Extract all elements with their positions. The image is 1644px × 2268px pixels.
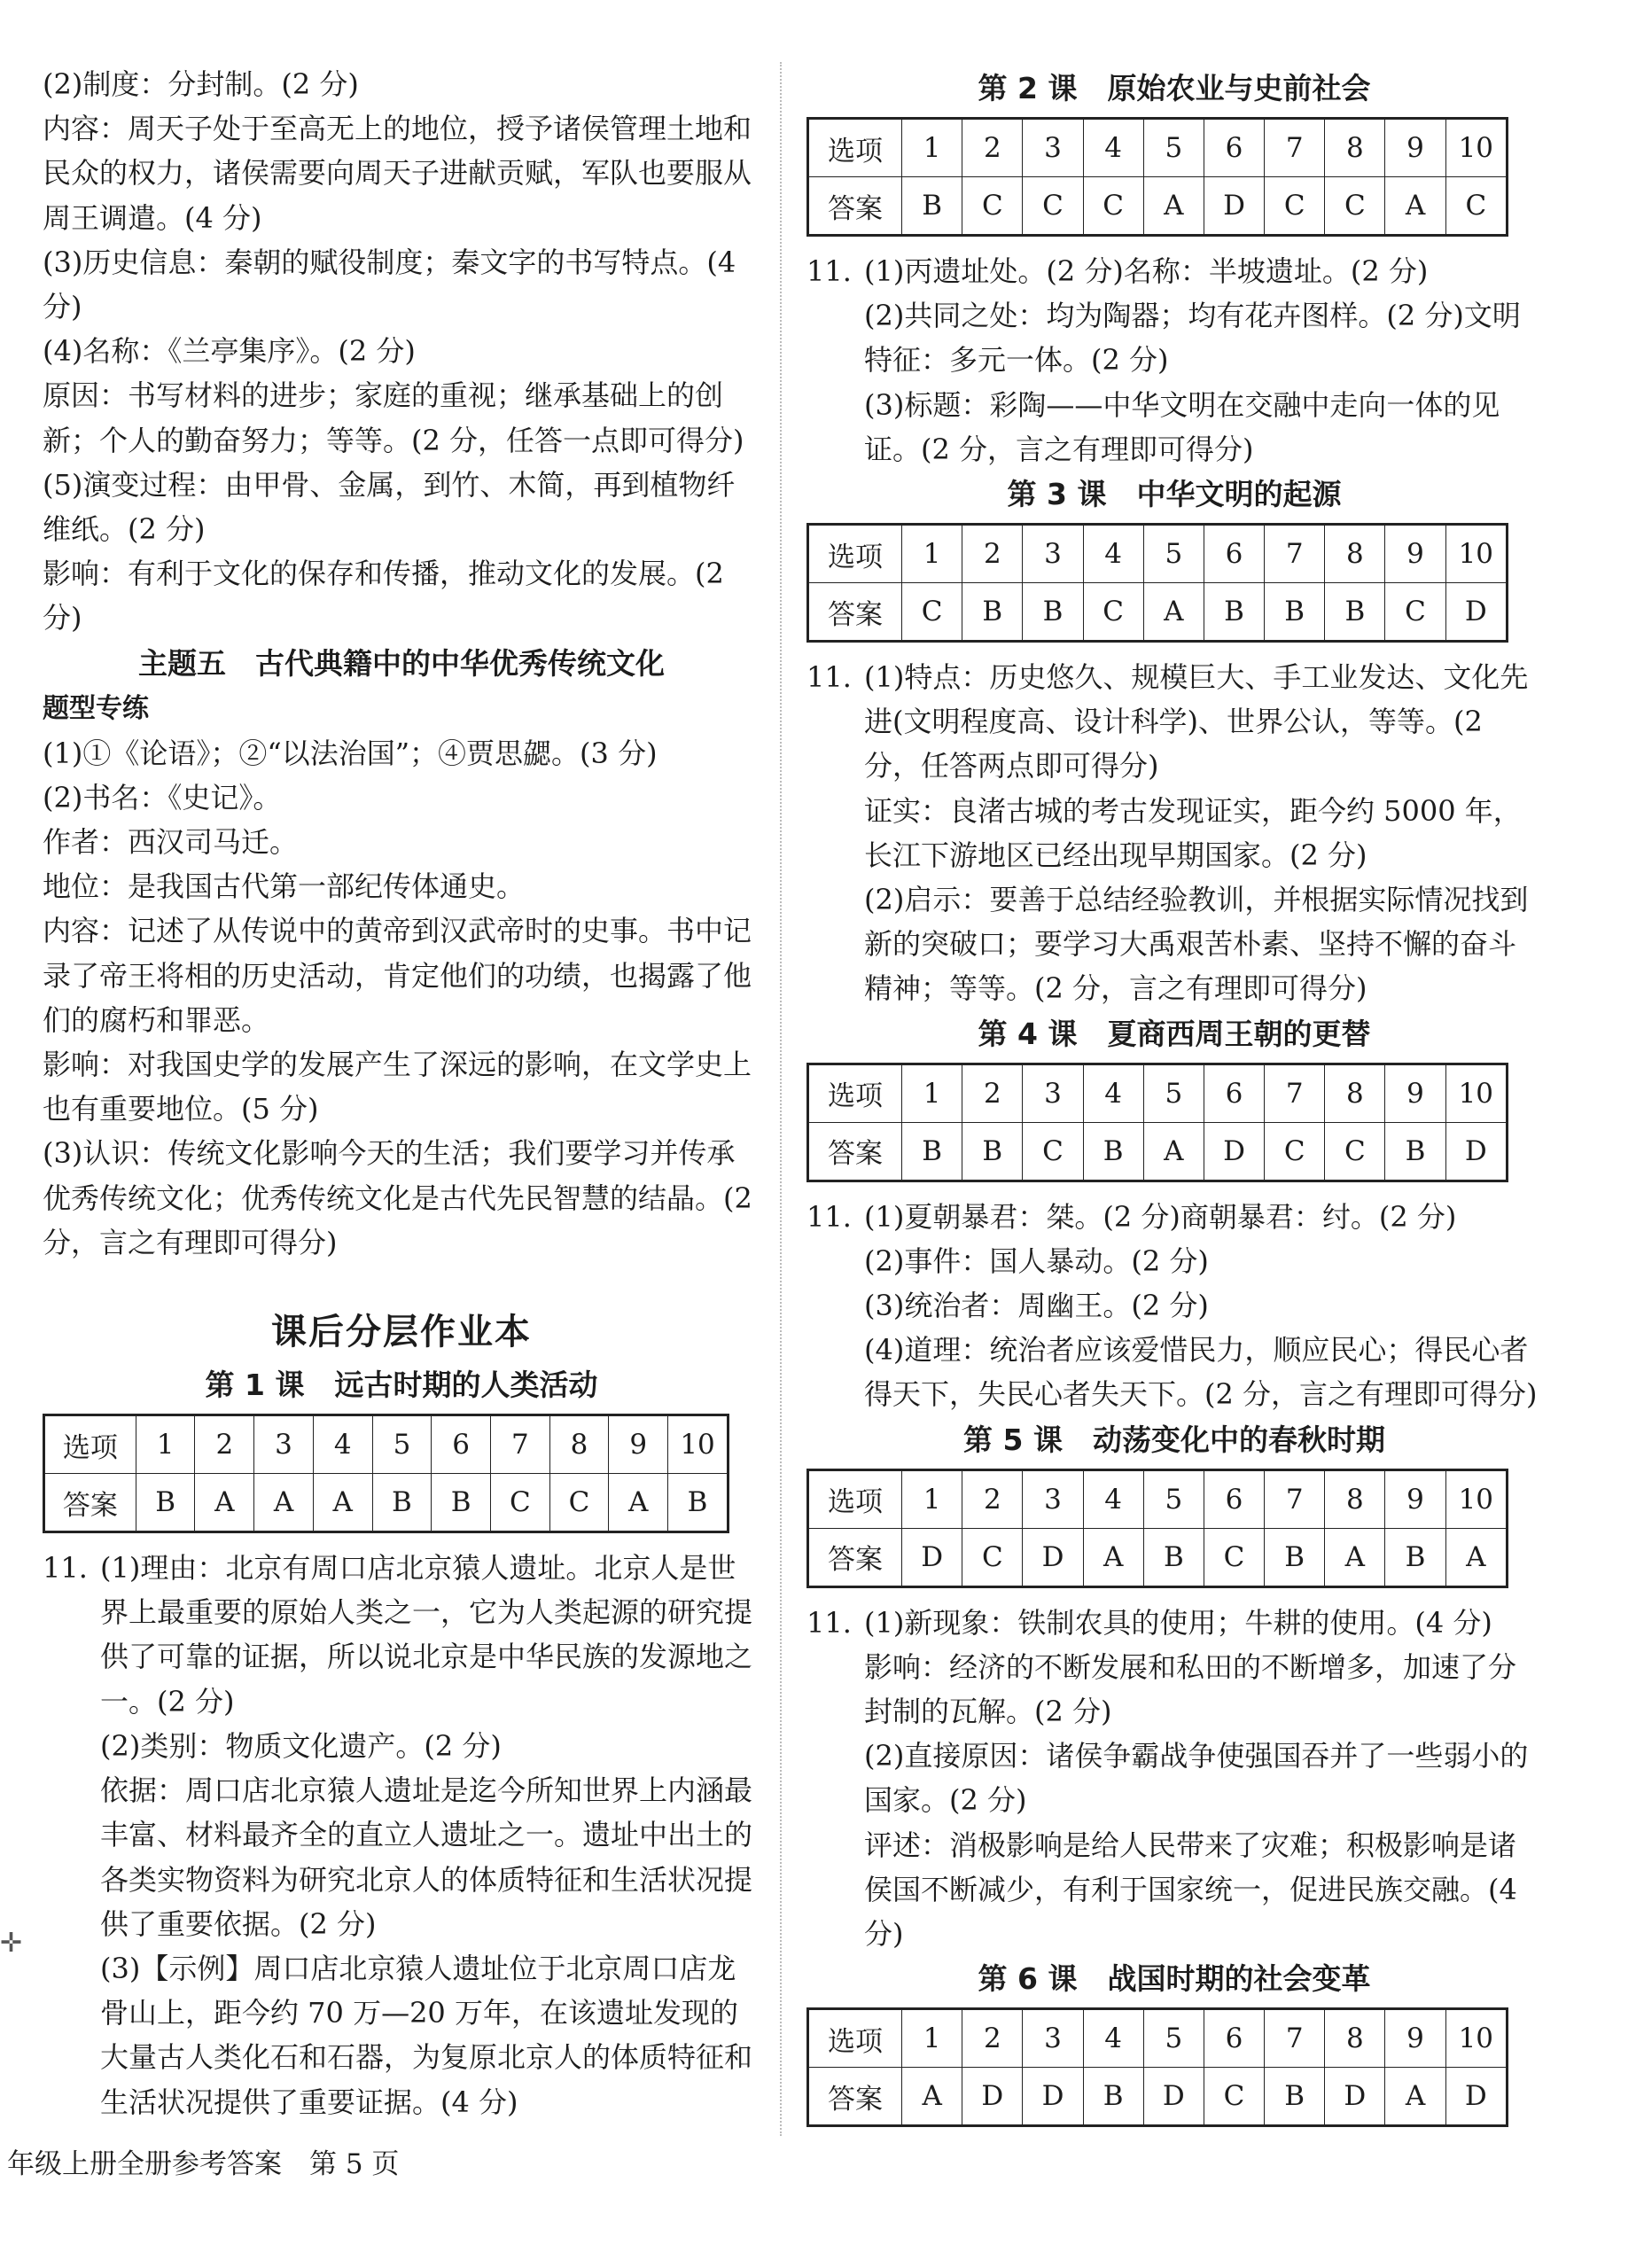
option-cell: 9 xyxy=(1385,1469,1445,1528)
option-cell: 2 xyxy=(962,119,1023,177)
option-cell: 1 xyxy=(902,2009,962,2068)
answer-table-lesson-3 xyxy=(806,523,1508,643)
option-cell: 1 xyxy=(902,525,962,583)
q11-line xyxy=(806,1195,1542,1239)
option-label: 选项 xyxy=(44,1415,136,1474)
q11-line: 影响：经济的不断发展和私田的不断增多，加速了分封制的瓦解。(2 分) xyxy=(864,1649,1517,1729)
answer-cell: C xyxy=(1445,177,1507,236)
q11-line: 依据：周口店北京猿人遗址是迄今所知世界上内涵最丰富、材料最齐全的直立人遗址之一。遗址中出土的各类实物资料为研究北京人的体质特征和生活状况提供了重要依据。(2 分) xyxy=(100,1773,753,1941)
theme-line: (1)①《论语》；②“以法治国”；④贾思勰。(3 分) xyxy=(43,736,658,770)
drill-title: 题型专练 xyxy=(43,692,149,724)
table-row-options xyxy=(808,1064,1508,1122)
option-cell: 3 xyxy=(1023,119,1083,177)
question-number: 11. xyxy=(806,660,852,695)
answer-cell: B xyxy=(1265,1528,1325,1586)
answer-cell: B xyxy=(962,583,1023,642)
answer-cell: D xyxy=(1023,2068,1083,2126)
q11-text: (1)特点：历史悠久、规模巨大、手工业发达、文化先进(文明程度高、设计科学)、世界公认，等等。(2 分，任答两点即可得分) xyxy=(864,660,1529,783)
option-cell: 6 xyxy=(1204,119,1264,177)
right-column xyxy=(806,66,1542,2139)
intro-line: (2)制度：分封制。(2 分) xyxy=(43,67,359,101)
lesson-name: 远古时期的人类活动 xyxy=(334,1368,598,1403)
theme-line: (2)书名：《史记》。 xyxy=(43,780,282,814)
option-cell: 4 xyxy=(1083,119,1143,177)
question-number: 11. xyxy=(806,1605,852,1640)
option-cell: 4 xyxy=(1083,1469,1143,1528)
option-cell: 4 xyxy=(1083,1064,1143,1122)
answer-cell: A xyxy=(1083,1528,1143,1586)
q11-line xyxy=(43,1546,760,1724)
intro-line: (5)演变过程：由甲骨、金属，到竹、木简，再到植物纤维纸。(2 分) xyxy=(43,467,736,547)
answer-cell: B xyxy=(962,1122,1023,1181)
answer-cell: B xyxy=(1385,1528,1445,1586)
answer-cell: B xyxy=(1083,2068,1143,2126)
answer-label: 答案 xyxy=(808,1122,902,1181)
answer-cell: C xyxy=(490,1474,549,1532)
answer-cell: D xyxy=(1445,1122,1507,1181)
lesson-number: 第 1 课 xyxy=(205,1368,305,1403)
option-cell: 7 xyxy=(1265,1469,1325,1528)
q11-line: (2)类别：物质文化遗产。(2 分) xyxy=(100,1728,502,1763)
option-cell: 7 xyxy=(1265,525,1325,583)
lesson-5-title xyxy=(806,1417,1542,1463)
lesson-1-title xyxy=(43,1362,760,1408)
q11-line xyxy=(806,655,1542,789)
option-cell: 6 xyxy=(1204,1469,1264,1528)
option-cell: 4 xyxy=(1083,2009,1143,2068)
option-cell: 7 xyxy=(1265,1064,1325,1122)
answer-cell: D xyxy=(1143,2068,1204,2126)
option-cell: 10 xyxy=(1445,119,1507,177)
q11-line: 证实：良渚古城的考古发现证实，距今约 5000 年，长江下游地区已经出现早期国家。(2 分) xyxy=(864,793,1522,872)
table-row-answers xyxy=(808,1122,1508,1181)
answer-cell: C xyxy=(1325,177,1385,236)
option-cell: 10 xyxy=(668,1415,729,1474)
answer-cell: A xyxy=(609,1474,668,1532)
theme-line: 地位：是我国古代第一部纪传体通史。 xyxy=(43,869,526,904)
answer-cell: C xyxy=(1023,1122,1083,1181)
option-cell: 3 xyxy=(1023,1064,1083,1122)
lesson-5-q11 xyxy=(806,1601,1542,1957)
answer-cell: D xyxy=(1204,1122,1264,1181)
answer-cell: A xyxy=(254,1474,314,1532)
answer-cell: C xyxy=(1265,1122,1325,1181)
option-cell: 3 xyxy=(1023,2009,1083,2068)
option-cell: 8 xyxy=(1325,1064,1385,1122)
lesson-number: 第 3 课 xyxy=(1007,477,1107,512)
left-column xyxy=(43,62,760,2124)
answer-cell: B xyxy=(1265,583,1325,642)
option-cell: 5 xyxy=(1143,525,1204,583)
option-cell: 1 xyxy=(902,1469,962,1528)
answer-cell: B xyxy=(1204,583,1264,642)
option-cell: 10 xyxy=(1445,1064,1507,1122)
theme-line: 作者：西汉司马迁。 xyxy=(43,825,299,860)
crop-mark-icon: ✛ xyxy=(0,1928,23,1959)
lesson-1-q11 xyxy=(43,1546,760,2124)
answer-cell: C xyxy=(549,1474,609,1532)
q11-line: (2)直接原因：诸侯争霸战争使强国吞并了一些弱小的国家。(2 分) xyxy=(864,1739,1529,1818)
answer-label: 答案 xyxy=(808,177,902,236)
q11-text: (1)丙遗址处。(2 分)名称：半坡遗址。(2 分) xyxy=(864,254,1429,288)
option-cell: 4 xyxy=(1083,525,1143,583)
intro-block xyxy=(43,62,760,641)
answer-cell: C xyxy=(1385,583,1445,642)
option-cell: 8 xyxy=(1325,119,1385,177)
option-cell: 2 xyxy=(195,1415,254,1474)
table-row-answers xyxy=(808,583,1508,642)
answer-cell: B xyxy=(136,1474,195,1532)
answer-cell: D xyxy=(1023,1528,1083,1586)
answer-cell: C xyxy=(1204,2068,1264,2126)
option-cell: 2 xyxy=(962,2009,1023,2068)
intro-line: 原因：书写材料的进步；家庭的重视；继承基础上的创新；个人的勤奋努力；等等。(2 分，任答一点即可得分) xyxy=(43,378,744,457)
q11-text: (1)夏朝暴君：桀。(2 分)商朝暴君：纣。(2 分) xyxy=(864,1199,1457,1234)
question-number: 11. xyxy=(806,254,852,288)
answer-cell: D xyxy=(1204,177,1264,236)
q11-text: (1)新现象：铁制农具的使用；牛耕的使用。(4 分) xyxy=(864,1605,1492,1640)
theme-line: 影响：对我国史学的发展产生了深远的影响，在文学史上也有重要地位。(5 分) xyxy=(43,1048,752,1126)
option-cell: 6 xyxy=(432,1415,491,1474)
option-cell: 6 xyxy=(1204,2009,1264,2068)
answer-cell: D xyxy=(1445,2068,1507,2126)
answer-cell: D xyxy=(1445,583,1507,642)
option-label: 选项 xyxy=(808,525,902,583)
option-cell: 4 xyxy=(313,1415,372,1474)
option-cell: 5 xyxy=(1143,119,1204,177)
q11-line: (3)标题：彩陶——中华文明在交融中走向一体的见证。(2 分，言之有理即可得分) xyxy=(864,387,1500,466)
theme-line: 内容：记述了从传说中的黄帝到汉武帝时的史事。书中记录了帝王将相的历史活动，肯定他们的功绩，也揭露了他们的腐朽和罪恶。 xyxy=(43,914,752,1037)
answer-cell: B xyxy=(1083,1122,1143,1181)
intro-line: 影响：有利于文化的保存和传播，推动文化的发展。(2 分) xyxy=(43,557,724,635)
answer-cell: A xyxy=(1385,2068,1445,2126)
q11-line xyxy=(806,1601,1542,1645)
answer-table-lesson-4 xyxy=(806,1063,1508,1182)
answer-cell: C xyxy=(1204,1528,1264,1586)
table-row-answers xyxy=(808,177,1508,236)
answer-table-lesson-2 xyxy=(806,117,1508,237)
answer-cell: D xyxy=(1325,2068,1385,2126)
option-label: 选项 xyxy=(808,2009,902,2068)
lesson-name: 夏商西周王朝的更替 xyxy=(1107,1016,1371,1051)
question-number: 11. xyxy=(806,1199,852,1234)
answer-cell: C xyxy=(1325,1122,1385,1181)
option-cell: 2 xyxy=(962,1469,1023,1528)
option-cell: 9 xyxy=(1385,525,1445,583)
option-cell: 1 xyxy=(902,1064,962,1122)
answer-cell: C xyxy=(1083,583,1143,642)
theme-line: (3)认识：传统文化影响今天的生活；我们要学习并传承优秀传统文化；优秀传统文化是古代先民智慧的结晶。(2 分，言之有理即可得分) xyxy=(43,1136,752,1259)
answer-cell: A xyxy=(1143,1122,1204,1181)
lesson-4-q11 xyxy=(806,1195,1542,1417)
option-cell: 7 xyxy=(1265,119,1325,177)
answer-label: 答案 xyxy=(808,2068,902,2126)
lesson-6-title xyxy=(806,1956,1542,2002)
answer-cell: C xyxy=(902,583,962,642)
answer-cell: B xyxy=(902,177,962,236)
answer-cell: B xyxy=(372,1474,432,1532)
q11-line: (4)道理：统治者应该爱惜民力，顺应民心；得民心者得天下，失民心者失天下。(2 分，言之有理即可得分) xyxy=(864,1333,1538,1412)
q11-line: (3)统治者：周幽王。(2 分) xyxy=(864,1289,1209,1323)
answer-cell: A xyxy=(195,1474,254,1532)
option-cell: 9 xyxy=(1385,2009,1445,2068)
answer-cell: A xyxy=(1143,177,1204,236)
answer-label: 答案 xyxy=(808,583,902,642)
answer-cell: B xyxy=(1023,583,1083,642)
answer-cell: B xyxy=(902,1122,962,1181)
table-row-options xyxy=(44,1415,729,1474)
lesson-2-title xyxy=(806,66,1542,112)
q11-line: 评述：消极影响是给人民带来了灾难；积极影响是诸侯国不断减少，有利于国家统一，促进民族交融。(4 分) xyxy=(864,1828,1517,1952)
intro-line: 内容：周天子处于至高无上的地位，授予诸侯管理土地和民众的权力，诸侯需要向周天子进献贡赋，军队也要服从周王调遣。(4 分) xyxy=(43,112,752,235)
option-cell: 3 xyxy=(1023,525,1083,583)
answer-table-lesson-6 xyxy=(806,2007,1508,2127)
lesson-number: 第 5 课 xyxy=(963,1422,1063,1457)
answer-cell: A xyxy=(1143,583,1204,642)
option-label: 选项 xyxy=(808,1064,902,1122)
option-cell: 9 xyxy=(1385,1064,1445,1122)
answer-cell: D xyxy=(962,2068,1023,2126)
table-row-options xyxy=(808,2009,1508,2068)
option-cell: 8 xyxy=(549,1415,609,1474)
answer-cell: B xyxy=(668,1474,729,1532)
table-row-answers xyxy=(808,2068,1508,2126)
answer-table-lesson-1 xyxy=(43,1414,729,1533)
lesson-2-q11 xyxy=(806,249,1542,472)
option-cell: 5 xyxy=(1143,1064,1204,1122)
lesson-4-title xyxy=(806,1011,1542,1057)
answer-cell: C xyxy=(1023,177,1083,236)
option-cell: 10 xyxy=(1445,2009,1507,2068)
answer-label: 答案 xyxy=(44,1474,136,1532)
option-cell: 8 xyxy=(1325,525,1385,583)
option-cell: 9 xyxy=(609,1415,668,1474)
option-cell: 2 xyxy=(962,525,1023,583)
lesson-3-title xyxy=(806,472,1542,518)
option-label: 选项 xyxy=(808,119,902,177)
answer-cell: A xyxy=(902,2068,962,2126)
table-row-options xyxy=(808,1469,1508,1528)
table-row-answers xyxy=(44,1474,729,1532)
q11-line: (2)事件：国人暴动。(2 分) xyxy=(864,1243,1209,1278)
option-cell: 5 xyxy=(1143,1469,1204,1528)
q11-line: (2)启示：要善于总结经验教训，并根据实际情况找到新的突破口；要学习大禹艰苦朴素、坚持不懈的奋斗精神；等等。(2 分，言之有理即可得分) xyxy=(864,883,1529,1006)
option-cell: 9 xyxy=(1385,119,1445,177)
lesson-name: 动荡变化中的春秋时期 xyxy=(1092,1422,1385,1457)
option-cell: 6 xyxy=(1204,525,1264,583)
option-cell: 8 xyxy=(1325,1469,1385,1528)
answer-label: 答案 xyxy=(808,1528,902,1586)
answer-cell: A xyxy=(1325,1528,1385,1586)
answer-table-lesson-5 xyxy=(806,1469,1508,1588)
table-row-answers xyxy=(808,1528,1508,1586)
intro-line: (3)历史信息：秦朝的赋役制度；秦文字的书写特点。(4 分) xyxy=(43,245,736,324)
option-cell: 6 xyxy=(1204,1064,1264,1122)
answer-cell: B xyxy=(1325,583,1385,642)
question-number: 11. xyxy=(43,1551,88,1586)
theme-title: 主题五 古代典籍中的中华优秀传统文化 xyxy=(138,645,665,681)
answer-cell: C xyxy=(1083,177,1143,236)
lesson-number: 第 6 课 xyxy=(978,1961,1078,1997)
option-cell: 10 xyxy=(1445,1469,1507,1528)
book-title: 课后分层作业本 xyxy=(271,1312,532,1353)
option-cell: 10 xyxy=(1445,525,1507,583)
lesson-3-q11 xyxy=(806,655,1542,1011)
answer-cell: B xyxy=(1385,1122,1445,1181)
table-row-options xyxy=(808,119,1508,177)
option-cell: 1 xyxy=(136,1415,195,1474)
option-cell: 5 xyxy=(372,1415,432,1474)
answer-cell: A xyxy=(313,1474,372,1532)
theme-block xyxy=(43,731,760,1265)
lesson-number: 第 4 课 xyxy=(978,1016,1078,1051)
answer-cell: A xyxy=(1445,1528,1507,1586)
option-cell: 7 xyxy=(490,1415,549,1474)
answer-cell: B xyxy=(1143,1528,1204,1586)
column-divider xyxy=(780,62,782,2136)
lesson-name: 中华文明的起源 xyxy=(1136,477,1342,512)
page-footer: 年级上册全册参考答案 第 5 页 xyxy=(7,2148,400,2180)
q11-line xyxy=(806,249,1542,293)
option-cell: 5 xyxy=(1143,2009,1204,2068)
lesson-name: 战国时期的社会变革 xyxy=(1107,1961,1371,1997)
option-cell: 2 xyxy=(962,1064,1023,1122)
answer-cell: B xyxy=(432,1474,491,1532)
table-row-options xyxy=(808,525,1508,583)
option-cell: 1 xyxy=(902,119,962,177)
q11-text: (1)理由：北京有周口店北京猿人遗址。北京人是世界上最重要的原始人类之一，它为人类起源的研究提供了可靠的证据，所以说北京是中华民族的发源地之一。(2 分) xyxy=(100,1551,753,1719)
lesson-name: 原始农业与史前社会 xyxy=(1107,71,1371,105)
option-cell: 8 xyxy=(1325,2009,1385,2068)
q11-line: (3)【示例】周口店北京猿人遗址位于北京周口店龙骨山上，距今约 70 万—20 万年，在该遗址发现的大量古人类化石和石器，为复原北京人的体质特征和生活状况提供了重要证据。(4 分) xyxy=(100,1951,753,2119)
option-cell: 7 xyxy=(1265,2009,1325,2068)
answer-cell: C xyxy=(1265,177,1325,236)
q11-line: (2)共同之处：均为陶器；均有花卉图样。(2 分)文明特征：多元一体。(2 分) xyxy=(864,299,1521,378)
answer-cell: C xyxy=(962,1528,1023,1586)
option-label: 选项 xyxy=(808,1469,902,1528)
intro-line: (4)名称：《兰亭集序》。(2 分) xyxy=(43,334,416,369)
option-cell: 3 xyxy=(1023,1469,1083,1528)
answer-cell: C xyxy=(962,177,1023,236)
answer-cell: B xyxy=(1265,2068,1325,2126)
option-cell: 3 xyxy=(254,1415,314,1474)
answer-cell: A xyxy=(1385,177,1445,236)
lesson-number: 第 2 课 xyxy=(978,71,1078,105)
answer-cell: D xyxy=(902,1528,962,1586)
